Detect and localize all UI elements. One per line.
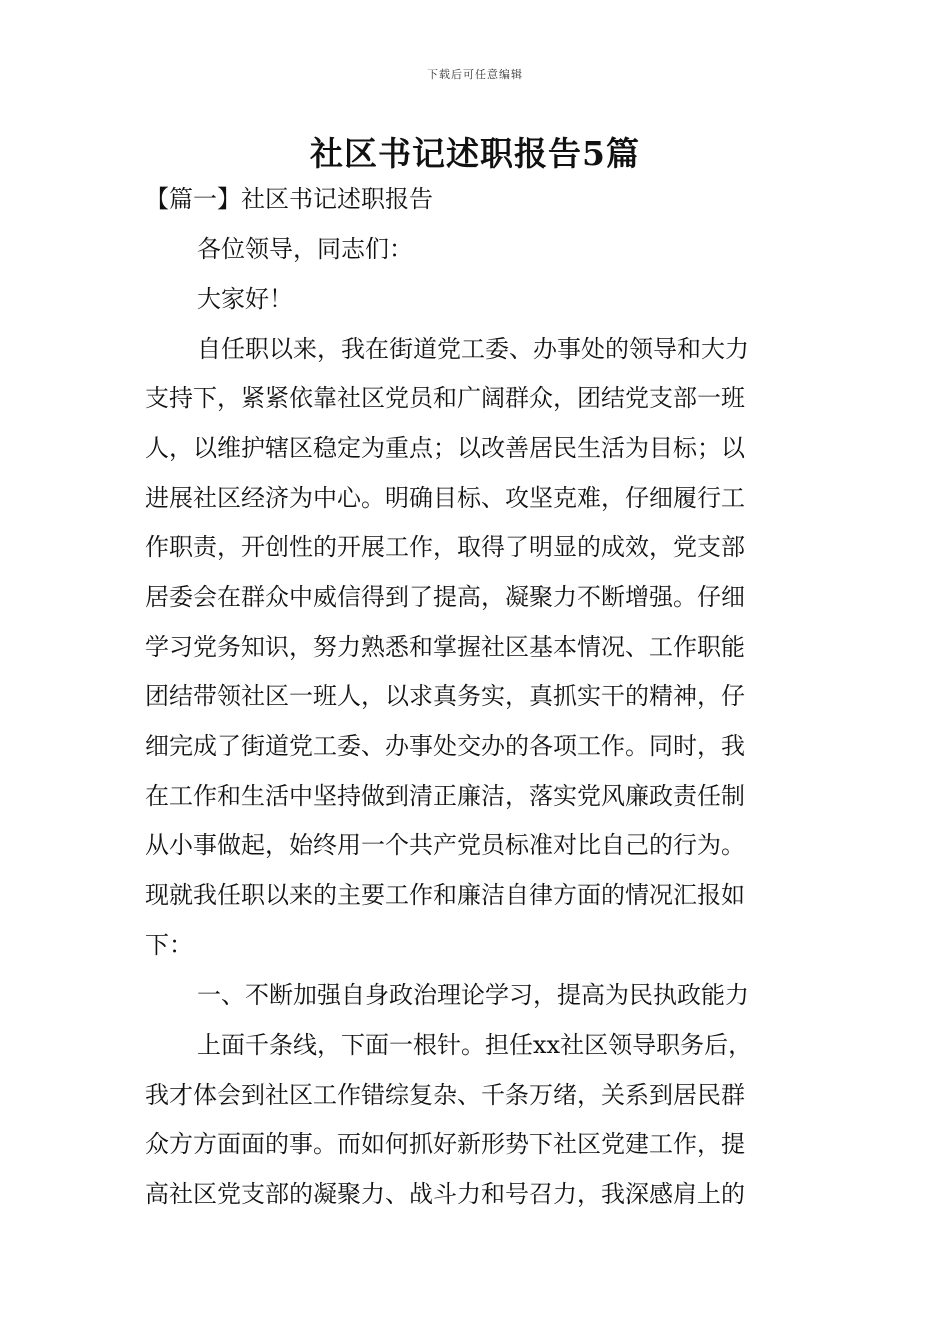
paragraph-line: 我才体会到社区工作错综复杂、千条万绪，关系到居民群 [145,1081,745,1109]
paragraph-line: 现就我任职以来的主要工作和廉洁自律方面的情况汇报如 [145,881,745,909]
document-title: 社区书记述职报告5篇 [310,134,640,173]
paragraph-line: 人，以维护辖区稳定为重点；以改善居民生活为目标；以 [145,434,745,462]
paragraph-line: 学习党务知识，努力熟悉和掌握社区基本情况、工作职能 [145,633,745,661]
paragraph-line: 细完成了街道党工委、办事处交办的各项工作。同时，我 [145,732,745,760]
paragraph-line: 团结带领社区一班人，以求真务实，真抓实干的精神，仔 [145,682,745,710]
paragraph-line: 作职责，开创性的开展工作，取得了明显的成效，党支部 [145,533,745,561]
section-heading: 【篇一】社区书记述职报告 [145,185,433,213]
subheading-1: 一、不断加强自身政治理论学习，提高为民执政能力 [197,981,749,1009]
paragraph-line: 自任职以来，我在街道党工委、办事处的领导和大力 [197,335,749,363]
greeting: 大家好！ [197,285,293,313]
paragraph-line: 众方方面面的事。而如何抓好新形势下社区党建工作，提 [145,1130,745,1158]
paragraph-line: 进展社区经济为中心。明确目标、攻坚克难，仔细履行工 [145,484,745,512]
paragraph-line: 上面千条线，下面一根针。担任xx社区领导职务后， [197,1031,753,1059]
header-note: 下载后可任意编辑 [427,68,523,81]
paragraph-line: 下： [145,931,193,959]
paragraph-line: 支持下，紧紧依靠社区党员和广阔群众，团结党支部一班 [145,384,745,412]
paragraph-line: 在工作和生活中坚持做到清正廉洁，落实党风廉政责任制 [145,782,745,810]
paragraph-line: 从小事做起，始终用一个共产党员标准对比自己的行为。 [145,831,745,859]
paragraph-line: 居委会在群众中威信得到了提高，凝聚力不断增强。仔细 [145,583,745,611]
paragraph-line: 高社区党支部的凝聚力、战斗力和号召力，我深感肩上的 [145,1180,745,1208]
salutation: 各位领导，同志们： [197,235,413,263]
